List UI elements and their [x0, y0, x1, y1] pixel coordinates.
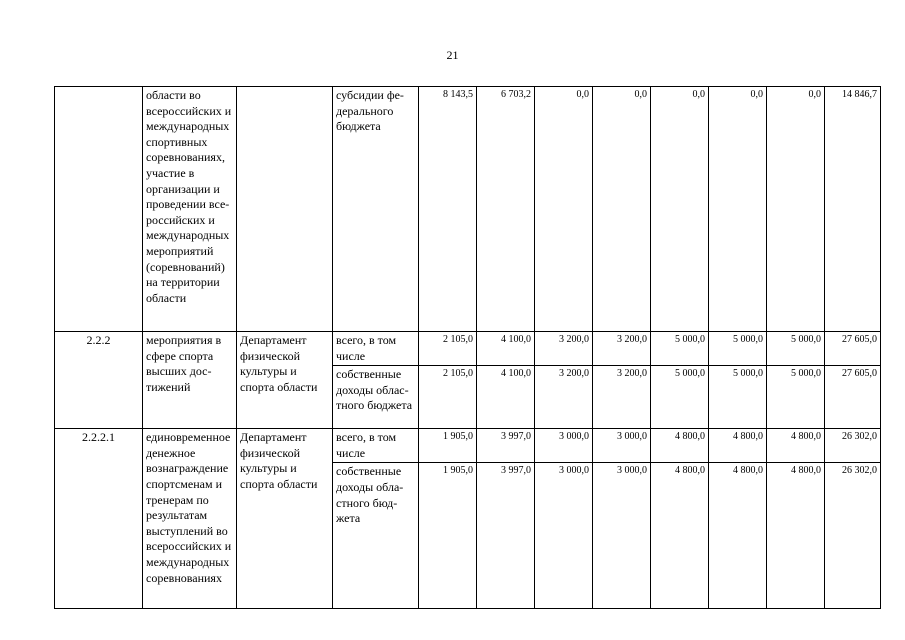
value-cell: 0,0: [593, 87, 651, 332]
row-source: собственные доходы областного бюджета: [333, 366, 419, 429]
table-row: [55, 332, 881, 366]
value-cell: 5 000,0: [767, 366, 825, 429]
value-cell: 3 200,0: [535, 332, 593, 366]
row-source: всего, в том числе: [333, 332, 419, 366]
row-name: мероприятия в сфере спорта высших достижений: [143, 332, 237, 429]
value-total: 26 302,0: [825, 463, 881, 609]
value-cell: 4 800,0: [709, 429, 767, 463]
value-cell: 0,0: [535, 87, 593, 332]
value-total: 26 302,0: [825, 429, 881, 463]
value-cell: 4 100,0: [477, 332, 535, 366]
value-cell: 3 997,0: [477, 429, 535, 463]
value-cell: 4 800,0: [651, 429, 709, 463]
value-cell: 3 997,0: [477, 463, 535, 609]
row-source: субсидии федерального бюджета: [333, 87, 419, 332]
table-row: [55, 87, 881, 332]
value-cell: 3 000,0: [593, 463, 651, 609]
value-total: 27 605,0: [825, 332, 881, 366]
row-name: единовременное денежное вознаграждение спортсменам и тренерам по результатам выступлений во всероссийских и международных соревнованиях: [143, 429, 237, 609]
value-cell: 3 000,0: [593, 429, 651, 463]
value-cell: 3 200,0: [593, 332, 651, 366]
value-cell: 1 905,0: [419, 429, 477, 463]
page-number: 21: [446, 48, 459, 62]
value-cell: 5 000,0: [651, 332, 709, 366]
value-cell: 3 000,0: [535, 463, 593, 609]
value-cell: 8 143,5: [419, 87, 477, 332]
row-executor: Департамент физической культуры и спорта области: [237, 332, 333, 429]
value-total: 27 605,0: [825, 366, 881, 429]
value-total: 14 846,7: [825, 87, 881, 332]
row-name: области во всероссийских и международных спортивных соревнованиях, участие в организации и проведении всероссийских и международных мероприятий (соревнований) на территории области: [143, 87, 237, 332]
value-cell: 4 800,0: [651, 463, 709, 609]
value-cell: 1 905,0: [419, 463, 477, 609]
row-code: [55, 87, 143, 332]
value-cell: 4 800,0: [767, 463, 825, 609]
value-cell: 4 100,0: [477, 366, 535, 429]
value-cell: 4 800,0: [709, 463, 767, 609]
value-cell: 4 800,0: [767, 429, 825, 463]
value-cell: 2 105,0: [419, 332, 477, 366]
row-code: 2.2.2: [55, 332, 143, 429]
value-cell: 0,0: [651, 87, 709, 332]
table-row: [55, 429, 881, 463]
value-cell: 5 000,0: [767, 332, 825, 366]
value-cell: 3 200,0: [535, 366, 593, 429]
value-cell: 0,0: [767, 87, 825, 332]
value-cell: 5 000,0: [709, 366, 767, 429]
value-cell: 5 000,0: [651, 366, 709, 429]
value-cell: 6 703,2: [477, 87, 535, 332]
value-cell: 2 105,0: [419, 366, 477, 429]
value-cell: 3 000,0: [535, 429, 593, 463]
value-cell: 0,0: [709, 87, 767, 332]
row-executor: Департамент физической культуры и спорта области: [237, 429, 333, 609]
row-source: всего, в том числе: [333, 429, 419, 463]
row-executor: [237, 87, 333, 332]
row-code: 2.2.2.1: [55, 429, 143, 609]
row-source: собственные доходы областного бюджета: [333, 463, 419, 609]
budget-table: [54, 86, 881, 609]
value-cell: 5 000,0: [709, 332, 767, 366]
value-cell: 3 200,0: [593, 366, 651, 429]
